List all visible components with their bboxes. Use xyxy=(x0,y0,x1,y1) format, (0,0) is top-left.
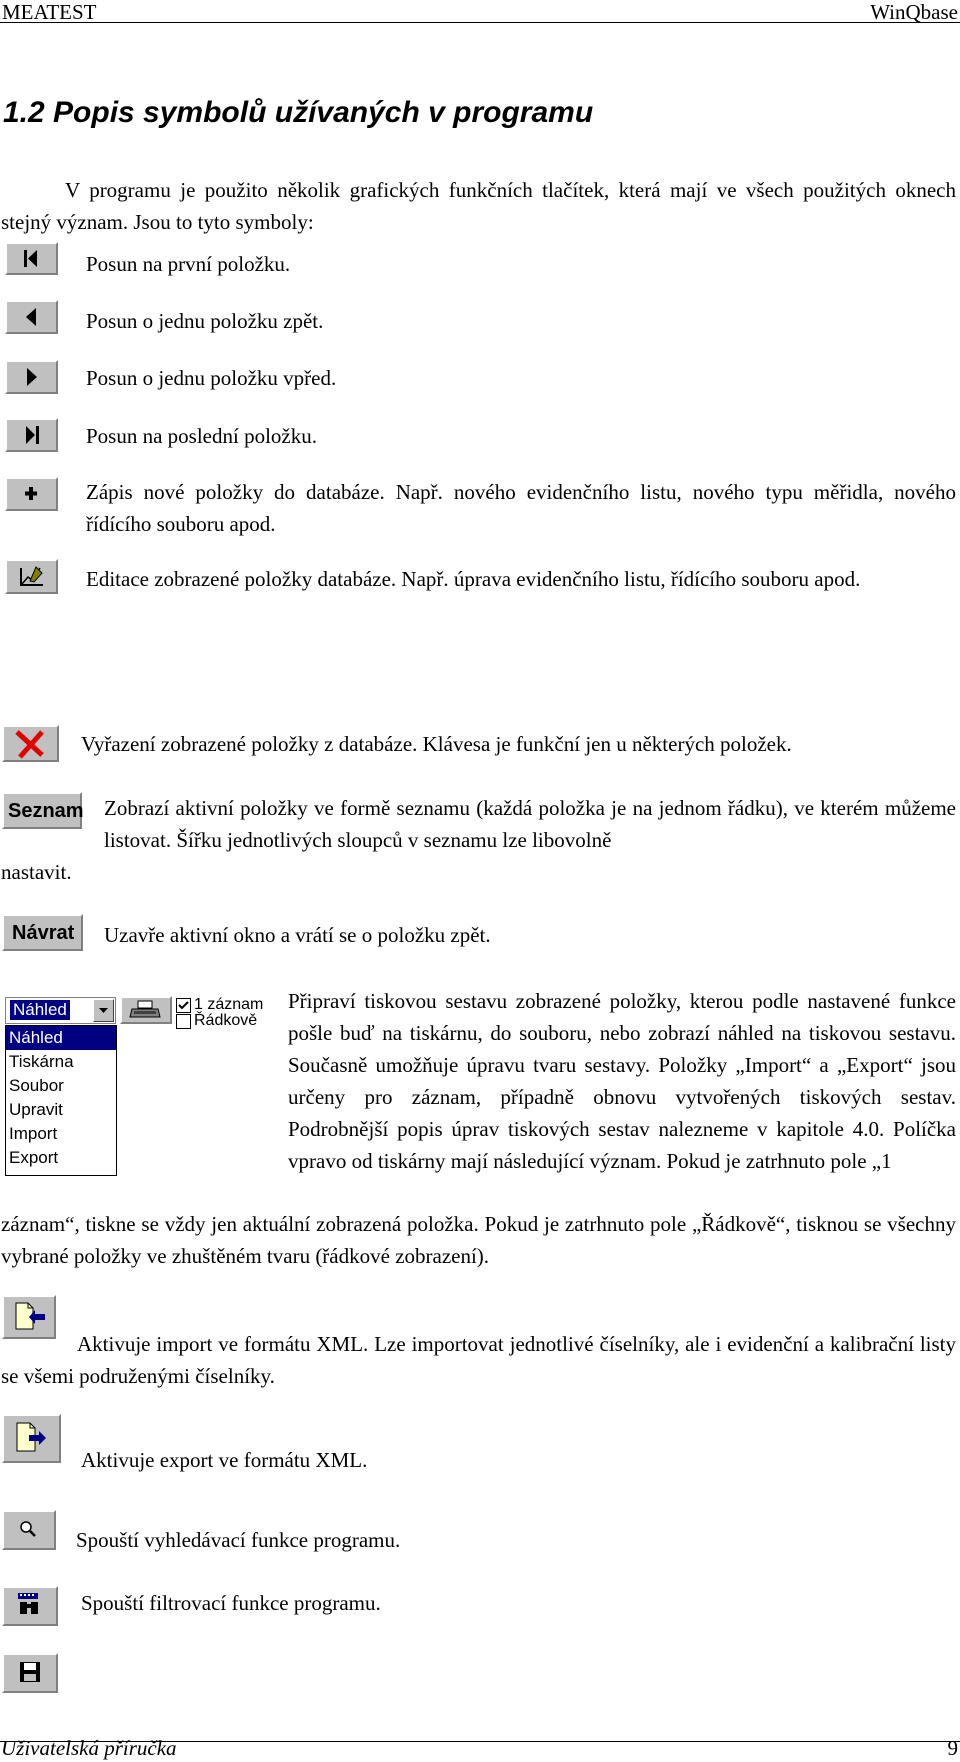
rows-label: Řádkově xyxy=(194,1012,258,1029)
navrat-button-label: Návrat xyxy=(12,922,75,944)
filter-desc: Spouští filtrovací funkce programu. xyxy=(81,1591,381,1615)
delete-button[interactable] xyxy=(2,725,59,762)
check-icon xyxy=(177,999,190,1012)
add-button[interactable] xyxy=(5,477,58,511)
last-record-desc: Posun na poslední položku. xyxy=(86,424,317,448)
print-mode-combo[interactable] xyxy=(5,997,116,1024)
list-desc-cont: nastavit. xyxy=(1,860,72,884)
edit-button[interactable] xyxy=(5,559,58,594)
print-button[interactable] xyxy=(120,996,172,1024)
back-desc: Uzavře aktivní okno a vrátí se o položku zpět. xyxy=(104,923,491,947)
footer-left: Uživatelská příručka xyxy=(1,1736,177,1760)
edit-desc: Editace zobrazené položky databáze. Např. úprava evidenčního listu, řídícího souboru apod. xyxy=(86,567,861,591)
edit-pencil-icon xyxy=(7,561,56,592)
list-item[interactable]: Export xyxy=(9,1148,59,1167)
next-record-desc: Posun o jednu položku vpřed. xyxy=(86,366,337,390)
rows-checkbox[interactable] xyxy=(176,1014,191,1029)
header-left: MEATEST xyxy=(2,0,97,24)
seznam-button-label: Seznam xyxy=(8,800,84,822)
header-right: WinQbase xyxy=(870,0,958,24)
page-footer xyxy=(0,1736,960,1762)
first-record-button[interactable] xyxy=(5,242,58,275)
print-controls xyxy=(2,994,266,1182)
printer-icon xyxy=(122,998,170,1022)
prev-record-button[interactable] xyxy=(5,300,58,334)
last-record-icon xyxy=(7,420,56,450)
list-item[interactable]: Upravit xyxy=(9,1100,63,1119)
list-item[interactable]: Soubor xyxy=(9,1076,64,1095)
combo-arrow-button[interactable] xyxy=(93,999,114,1022)
prev-record-desc: Posun o jednu položku zpět. xyxy=(86,309,324,333)
navrat-button[interactable] xyxy=(2,914,83,951)
list-desc: Zobrazí aktivní položky ve formě seznamu (každá položka je na jednom řádku), ve kterém můžeme listovat. Šířku jednotlivých sloupců v seznamu lze libovolně xyxy=(104,796,956,852)
prev-record-icon xyxy=(7,302,56,332)
export-icon xyxy=(4,1416,59,1461)
print-desc-full: záznam“, tiskne se vždy jen aktuální zobrazená položka. Pokud je zatrhnuto pole „Řádkově“, tisknou se všechny vybrané položky ve zhuštěném tvaru (řádkové zobrazení). xyxy=(1,1212,956,1268)
last-record-button[interactable] xyxy=(5,418,58,452)
page-header xyxy=(0,0,960,23)
intro-paragraph: V programu je použito několik grafických funkčních tlačítek, která mají ve všech použitých oknech stejný význam. Jsou to tyto symboly: xyxy=(1,178,956,234)
save-button[interactable] xyxy=(2,1653,58,1693)
first-record-desc: Posun na první položku. xyxy=(86,252,291,276)
one-record-checkbox[interactable] xyxy=(176,998,191,1013)
plus-icon xyxy=(7,479,56,509)
red-x-icon xyxy=(4,727,57,760)
one-record-label: 1 záznam xyxy=(194,996,264,1013)
export-button[interactable] xyxy=(2,1414,61,1463)
list-item[interactable]: Import xyxy=(9,1124,58,1143)
page-number: 9 xyxy=(947,1736,958,1760)
print-mode-list[interactable] xyxy=(5,1025,117,1176)
print-desc-wrap: Připraví tiskovou sestavu zobrazené položky, kterou podle nastavené funkce pošle buď na tiskárnu, do souboru, nebo zobrazí náhled na tiskovou sestavu. Současně umožňuje úpravu tvaru sestavy. Položky „Import“ a „Export“ jsou určeny pro záznam, případně obnovu vytvořených tiskových sestav. Podrobnější popis úprav tiskových sestav nalezneme v kapitole 4.0. Políčka vpravo od tiskárny mají následující význam. Pokud je zatrhnuto pole „1 xyxy=(288,989,956,1173)
import-desc: Aktivuje import ve formátu XML. Lze importovat jednotlivé číselníky, ale i evidenční a kalibrační listy se všemi podruženými číselníky. xyxy=(1,1332,956,1388)
floppy-disk-icon xyxy=(4,1655,56,1691)
chevron-down-icon xyxy=(94,1000,113,1021)
export-desc: Aktivuje export ve formátu XML. xyxy=(81,1448,368,1472)
print-mode-value: Náhled xyxy=(10,1000,70,1020)
section-title: 1.2 Popis symbolů užívaných v programu xyxy=(3,96,594,129)
next-record-button[interactable] xyxy=(5,360,58,394)
next-record-icon xyxy=(7,362,56,392)
delete-desc: Vyřazení zobrazené položky z databáze. Klávesa je funkční jen u některých položek. xyxy=(81,732,792,756)
binoculars-filter-icon xyxy=(4,1588,56,1624)
seznam-button[interactable] xyxy=(2,792,82,829)
add-desc: Zápis nové položky do databáze. Např. nového evidenčního listu, nového typu měřidla, nového řídícího souboru apod. xyxy=(86,480,956,536)
filter-button[interactable] xyxy=(2,1586,58,1626)
list-item[interactable]: Tiskárna xyxy=(9,1052,74,1071)
search-button[interactable] xyxy=(2,1510,56,1550)
first-record-icon xyxy=(7,244,56,273)
magnifier-icon xyxy=(4,1512,54,1548)
search-desc: Spouští vyhledávací funkce programu. xyxy=(76,1528,401,1552)
list-item[interactable]: Náhled xyxy=(6,1026,116,1050)
